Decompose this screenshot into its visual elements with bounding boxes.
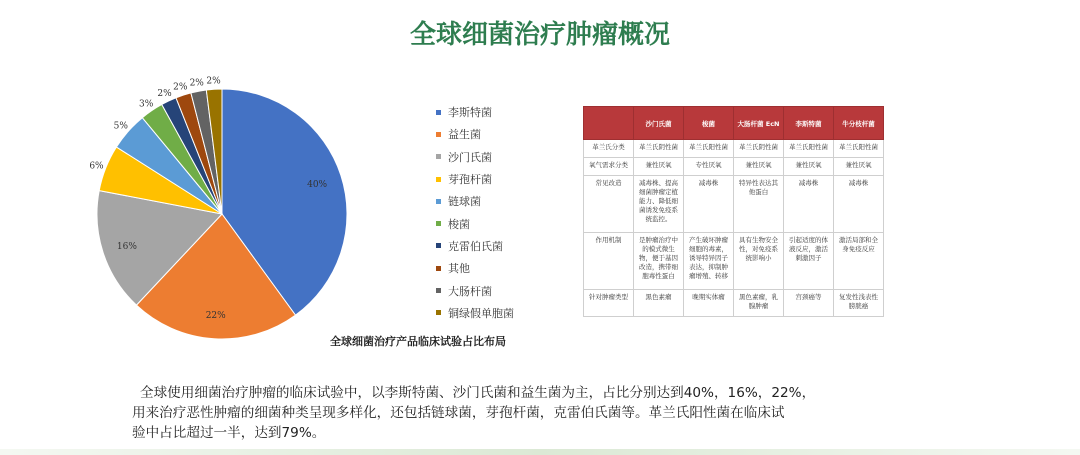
legend-label: 大肠杆菌 (448, 284, 492, 298)
table-row (584, 158, 884, 176)
legend-item (436, 123, 514, 145)
pie-data-label: 3% (138, 99, 154, 110)
table-cell: 宫颈癌等 (784, 290, 834, 317)
legend-label: 克雷伯氏菌 (448, 239, 503, 253)
table-cell: 兼性厌氧 (734, 158, 784, 176)
summary-line: 用来治疗恶性肿瘤的细菌种类呈现多样化，还包括链球菌，芽孢杆菌，克雷伯氏菌等。革兰氏阳性菌在临床试 (132, 405, 785, 421)
table-cell: 革兰氏阴性菌 (734, 140, 784, 158)
table-header-cell: 李斯特菌 (784, 107, 834, 140)
table-row (584, 233, 884, 290)
legend-swatch (436, 154, 441, 159)
table-row (584, 290, 884, 317)
legend-swatch (436, 199, 441, 204)
table-cell: 革兰氏阴性菌 (634, 140, 684, 158)
table-cell: 减毒株 (834, 176, 884, 233)
legend-swatch (436, 243, 441, 248)
legend-item (436, 212, 514, 234)
legend-swatch (436, 177, 441, 182)
legend-item (436, 101, 514, 123)
table-cell: 革兰氏阳性菌 (684, 140, 734, 158)
table-cell: 兼性厌氧 (784, 158, 834, 176)
legend-item (436, 146, 514, 168)
table-row (584, 176, 884, 233)
pie-data-label: 2% (157, 88, 172, 99)
table-header-cell: 梭菌 (684, 107, 734, 140)
table-header-cell: 牛分枝杆菌 (834, 107, 884, 140)
summary-line: 全球使用细菌治疗肿瘤的临床试验中，以李斯特菌、沙门氏菌和益生菌为主，占比分别达到40%，16%，22%， (140, 385, 816, 401)
legend-label: 益生菌 (448, 128, 481, 142)
table-cell: 减毒株、提高细菌肿瘤定植能力、降低细菌诱发免疫系统监控。 (634, 176, 684, 233)
table-cell: 作用机制 (584, 233, 634, 290)
table-header-cell (584, 107, 634, 140)
table-cell: 革兰氏阳性菌 (784, 140, 834, 158)
pie-data-label: 2% (173, 82, 188, 93)
table-cell: 兼性厌氧 (834, 158, 884, 176)
legend-label: 铜绿假单胞菌 (448, 306, 514, 320)
bottom-decoration (0, 449, 1080, 455)
legend-item (436, 235, 514, 257)
chart-legend (436, 101, 514, 324)
table-cell: 激活局部和全身免疫反应 (834, 233, 884, 290)
table-cell: 减毒株 (684, 176, 734, 233)
table-cell: 革兰氏阳性菌 (834, 140, 884, 158)
table-row (584, 140, 884, 158)
pie-data-label: 22% (205, 310, 226, 321)
table-cell: 常见改造 (584, 176, 634, 233)
legend-label: 链球菌 (448, 195, 481, 209)
legend-item (436, 168, 514, 190)
legend-swatch (436, 221, 441, 226)
summary-line: 验中占比超过一半，达到79%。 (132, 425, 326, 441)
table-cell: 针对肿瘤类型 (584, 290, 634, 317)
summary-paragraph (132, 383, 962, 443)
table-cell: 产生破坏肿瘤细胞的毒素，诱导特异因子表达，抑制肿瘤增殖、转移 (684, 233, 734, 290)
legend-label: 其他 (448, 262, 470, 276)
table-header-cell: 大肠杆菌 EcN (734, 107, 784, 140)
pie-data-label: 6% (89, 161, 104, 172)
pie-data-label: 40% (307, 180, 328, 191)
legend-label: 沙门氏菌 (448, 150, 492, 164)
table-cell: 是肿瘤治疗中的模式微生物，便于基因改造，携带细胞毒性蛋白 (634, 233, 684, 290)
legend-swatch (436, 110, 441, 115)
pie-data-label: 2% (189, 78, 204, 89)
legend-label: 梭菌 (448, 217, 470, 231)
table-cell: 革兰氏分类 (584, 140, 634, 158)
table-cell: 晚期实体瘤 (684, 290, 734, 317)
legend-item (436, 190, 514, 212)
legend-item (436, 302, 514, 324)
table-cell: 氧气需求分类 (584, 158, 634, 176)
table-header-cell: 沙门氏菌 (634, 107, 684, 140)
legend-swatch (436, 288, 441, 293)
table-header-row (584, 107, 884, 140)
legend-item (436, 257, 514, 279)
legend-swatch (436, 310, 441, 315)
table-cell: 具有生物安全性，对免疫系统影响小 (734, 233, 784, 290)
pie-data-label: 2% (206, 76, 221, 87)
pie-data-label: 16% (116, 241, 137, 252)
bacteria-comparison-table (583, 106, 884, 317)
table-cell: 减毒株 (784, 176, 834, 233)
table-cell: 引起适度的体液反应，激活刺激因子 (784, 233, 834, 290)
legend-label: 芽孢杆菌 (448, 173, 492, 187)
table-cell: 黑色素瘤，乳腺肿瘤 (734, 290, 784, 317)
legend-label: 李斯特菌 (448, 106, 492, 120)
pie-chart (80, 76, 380, 330)
page-title: 全球细菌治疗肿瘤概况 (409, 20, 670, 50)
table-cell: 黑色素瘤 (634, 290, 684, 317)
legend-item (436, 279, 514, 301)
chart-caption: 全球细菌治疗产品临床试验占比布局 (330, 335, 506, 348)
table-cell: 复发性浅表性膀胱癌 (834, 290, 884, 317)
table-cell: 兼性厌氧 (634, 158, 684, 176)
table-cell: 特异性表达其他蛋白 (734, 176, 784, 233)
legend-swatch (436, 132, 441, 137)
table-cell: 专性厌氧 (684, 158, 734, 176)
legend-swatch (436, 266, 441, 271)
pie-data-label: 5% (113, 121, 128, 132)
